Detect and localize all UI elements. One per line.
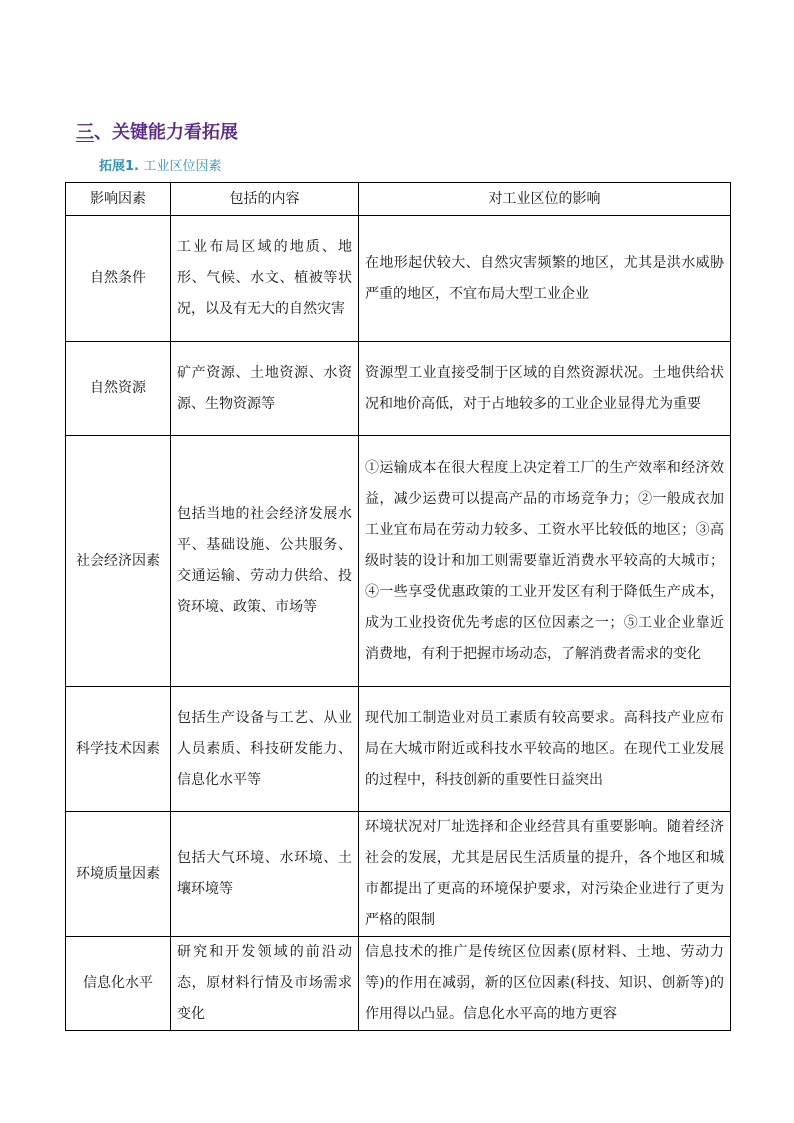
content-cell: 工业布局区域的地质、地形、气候、水文、植被等状况，以及有无大的自然灾害	[171, 216, 359, 342]
impact-cell	[359, 937, 731, 1031]
table-row	[66, 216, 731, 342]
content-cell: 包括大气环境、水环境、土壤环境等	[171, 812, 359, 937]
subsection-name: 工业区位因素	[143, 159, 222, 174]
subsection-title	[99, 155, 222, 174]
impact-cell: 资源型工业直接受制于区域的自然资源状况。土地供给状况和地价高低，对于占地较多的工业企业显得尤为重要	[359, 342, 731, 436]
section-title-text: 、关键能力看拓展	[94, 122, 238, 143]
content-cell	[171, 937, 359, 1031]
factor-cell: 信息化水平	[66, 937, 171, 1031]
impact-cell: 现代加工制造业对员工素质有较高要求。高科技产业应布局在大城市附近或科技水平较高的地区。在现代工业发展的过程中，科技创新的重要性日益突出	[359, 687, 731, 812]
header-content: 包括的内容	[171, 183, 359, 216]
section-title	[76, 118, 238, 144]
subsection-label: 拓展1.	[99, 159, 139, 174]
impact-cell: 在地形起伏较大、自然灾害频繁的地区，尤其是洪水威胁严重的地区，不宜布局大型工业企业	[359, 216, 731, 342]
table-header-row	[66, 183, 731, 216]
factor-cell: 自然条件	[66, 216, 171, 342]
table-row	[66, 436, 731, 687]
impact-cell: 环境状况对厂址选择和企业经营具有重要影响。随着经济社会的发展，尤其是居民生活质量的提升，各个地区和城市都提出了更高的环境保护要求，对污染企业进行了更为严格的限制	[359, 812, 731, 937]
content-text: 研究和开发领域的前沿动态，原材料行情及市场需求变化	[177, 944, 352, 1022]
table-row	[66, 812, 731, 937]
header-impact: 对工业区位的影响	[359, 183, 731, 216]
impact-text: 信息技术的推广是传统区位因素(原材料、土地、劳动力等)的作用在减弱，新的区位因素(科技、知识、创新等)的作用得以凸显。信息化水平高的地方更容	[365, 944, 724, 1022]
header-factor: 影响因素	[66, 183, 171, 216]
section-number: 三	[76, 122, 94, 143]
factor-cell: 环境质量因素	[66, 812, 171, 937]
table-row	[66, 342, 731, 436]
factor-cell: 自然资源	[66, 342, 171, 436]
industrial-location-factors-table	[65, 182, 731, 1031]
factor-cell: 科学技术因素	[66, 687, 171, 812]
content-cell: 矿产资源、土地资源、水资源、生物资源等	[171, 342, 359, 436]
table-row	[66, 687, 731, 812]
content-cell: 包括生产设备与工艺、从业人员素质、科技研发能力、信息化水平等	[171, 687, 359, 812]
table-row	[66, 937, 731, 1031]
content-cell: 包括当地的社会经济发展水平、基础设施、公共服务、交通运输、劳动力供给、投资环境、政策、市场等	[171, 436, 359, 687]
impact-cell: ①运输成本在很大程度上决定着工厂的生产效率和经济效益，减少运费可以提高产品的市场竞争力；②一般成衣加工业宜布局在劳动力较多、工资水平比较低的地区；③高级时装的设计和加工则需要靠近消费水平较高的大城市；④一些享受优惠政策的工业开发区有利于降低生产成本，成为工业投资优先考虑的区位因素之一；⑤工业企业靠近消费地，有利于把握市场动态，了解消费者需求的变化	[359, 436, 731, 687]
factor-cell: 社会经济因素	[66, 436, 171, 687]
